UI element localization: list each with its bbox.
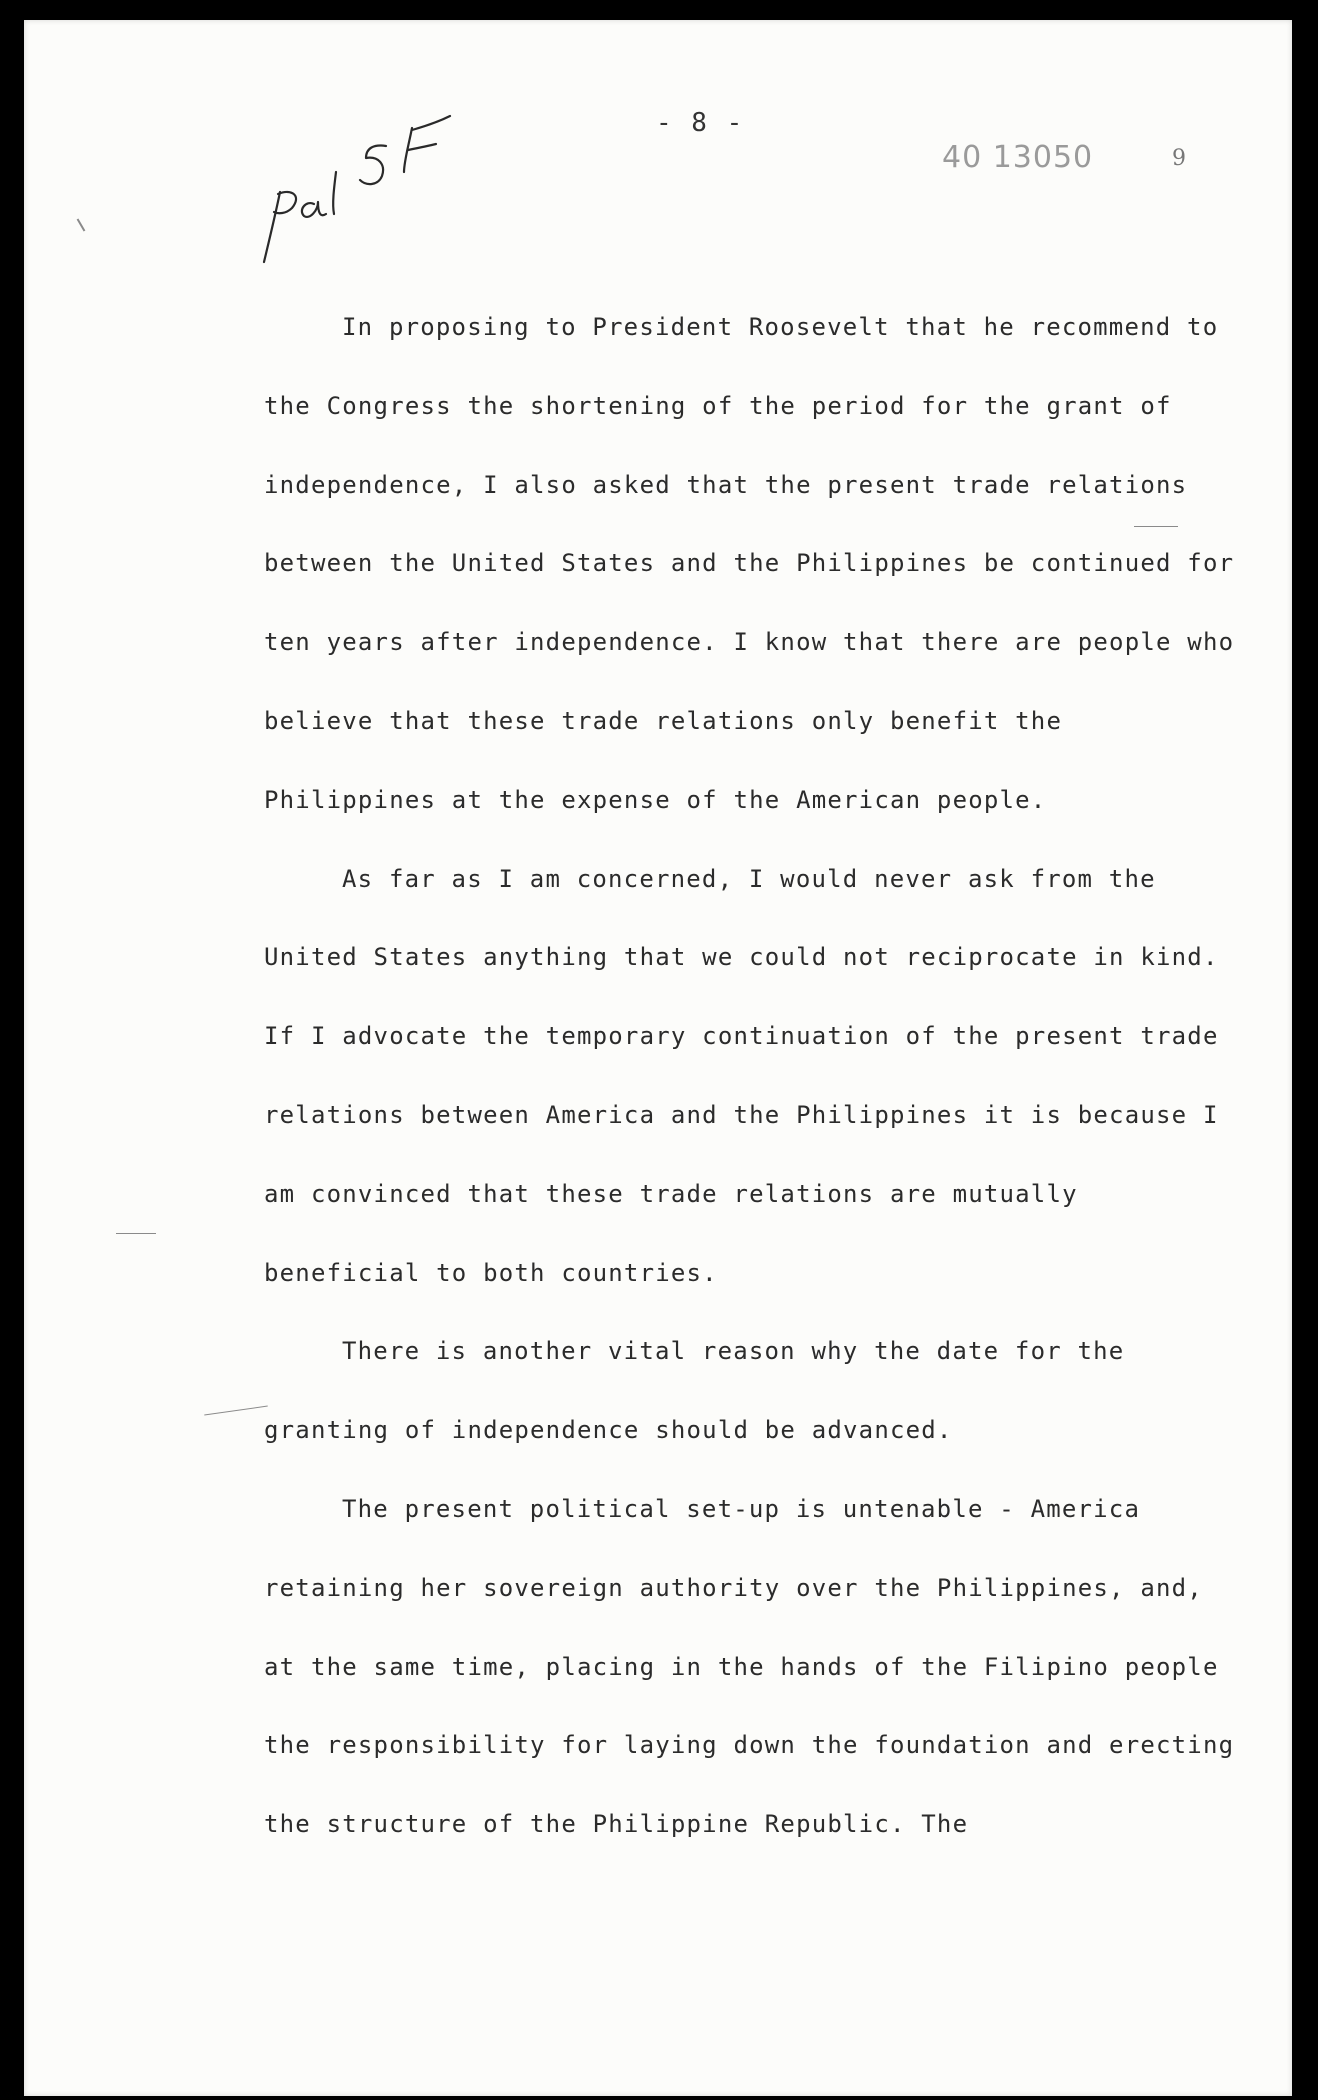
paragraph: There is another vital reason why the date for the granting of independence should be advanced.: [264, 1337, 1125, 1445]
archive-stamp-number: 40 13050: [942, 140, 1094, 175]
stray-mark: [116, 1233, 156, 1234]
paragraph: The present political set-up is untenable - America retaining her sovereign authority over the Philippines, and, at the same time, placing in the hands of the Filipino people the responsibility for laying down the foundation and erecting the structure of the Philippine Republic. The: [264, 1494, 1235, 1839]
paragraph: In proposing to President Roosevelt that he recommend to the Congress the shortening of the period for the grant of independence, I also asked that the present trade relations between the United States and the Philippines be continued for ten years after independence. I know that there are people who believe that these trade relations only benefit the Philippines at the expense of the American people.: [264, 313, 1235, 814]
paragraph: As far as I am concerned, I would never ask from the United States anything that we could not reciprocate in kind. If I advocate the temporary continuation of the present trade relations between America and the Philippines it is because I am convinced that these trade relations are mutually beneficial to both countries.: [264, 864, 1219, 1287]
stray-mark: [204, 1406, 268, 1416]
page-number: - 8 -: [656, 108, 745, 138]
handwritten-annotation: [262, 92, 462, 286]
document-body: [264, 288, 1244, 1864]
archive-stamp-mark: 9: [1172, 146, 1186, 171]
document-page: [24, 20, 1292, 2096]
stray-mark: [77, 218, 86, 231]
